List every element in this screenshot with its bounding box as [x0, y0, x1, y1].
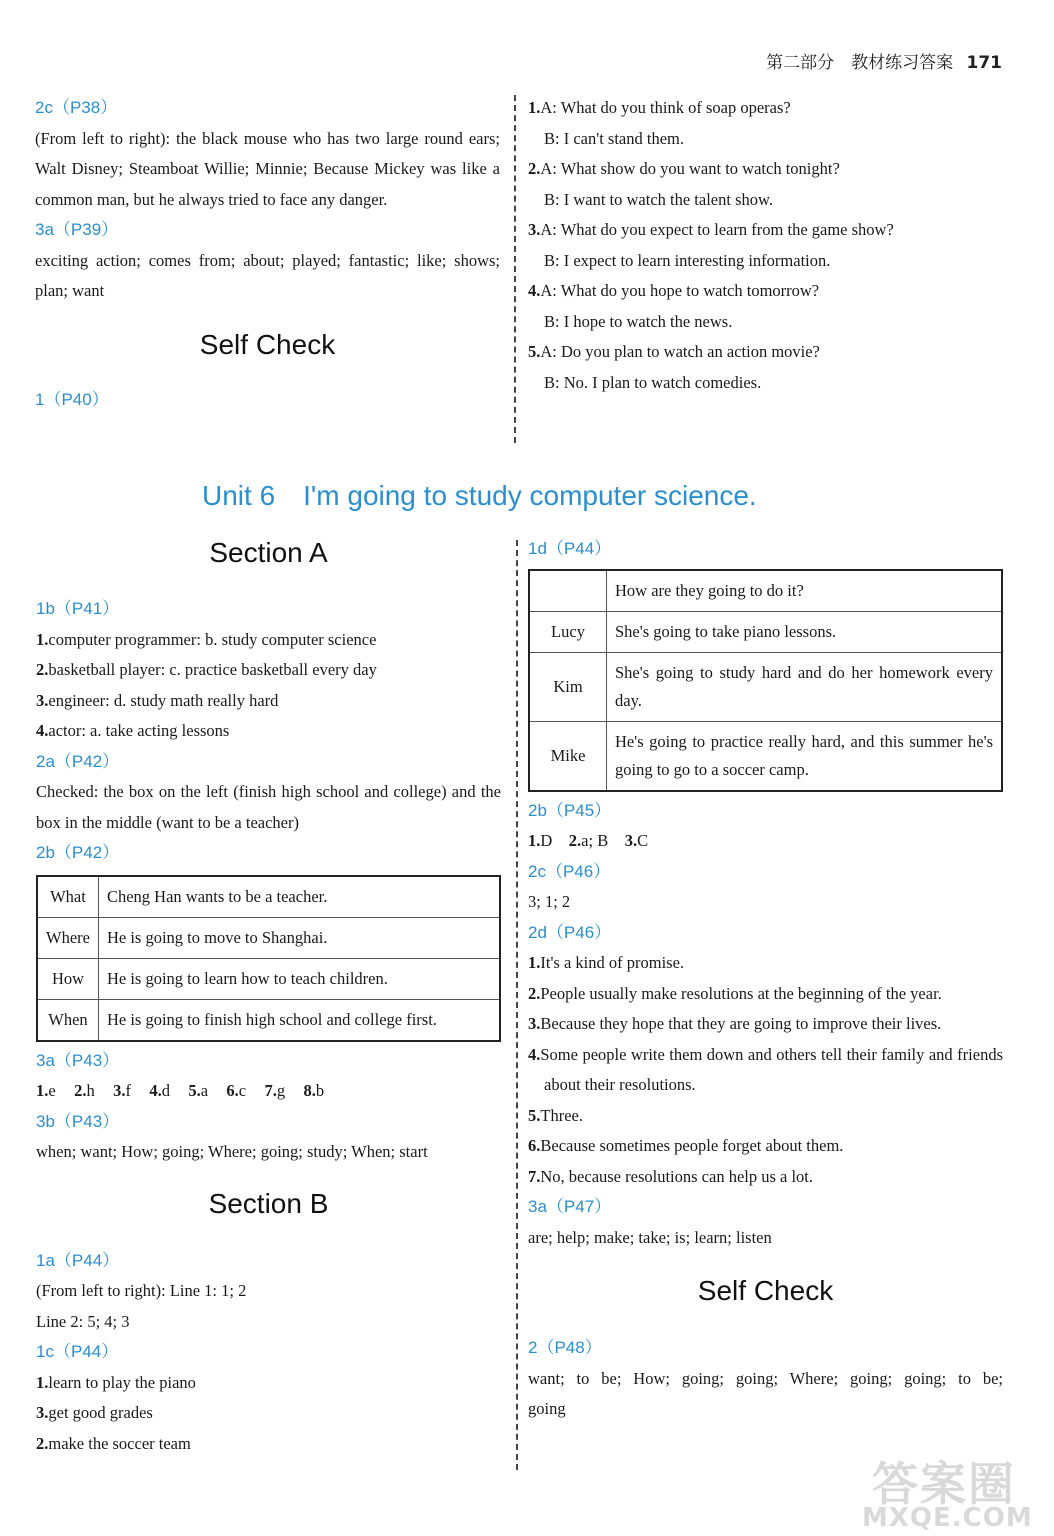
- answer-2-p48: want; to be; How; going; going; Where; going; going; to be; going: [528, 1368, 1003, 1418]
- dialog-a: A: What show do you want to watch tonight?: [540, 159, 840, 178]
- dialog-a: A: What do you hope to watch tomorrow?: [540, 281, 820, 300]
- table-row: Lucy She's going to take piano lessons.: [529, 611, 1002, 652]
- label-3a-p43: 3a（P43）: [36, 1050, 120, 1070]
- dialog-b: B: I expect to learn interesting information.: [544, 250, 831, 270]
- answer-2c-p38: (From left to right): the black mouse who has two large round ears; Walt Disney; Steamboat Willie; Minnie; Because Mickey was like a common man, but he always tried to face any danger.: [35, 128, 500, 209]
- answer-1a-line2: Line 2: 5; 4; 3: [36, 1311, 130, 1331]
- list-item: 3.get good grades: [36, 1403, 153, 1422]
- list-item: 7.No, because resolutions can help us a lot.: [528, 1166, 814, 1186]
- list-item: 2.basketball player: c. practice basketball every day: [36, 660, 377, 679]
- list-item: 1.computer programmer: b. study computer science: [36, 629, 377, 649]
- table-row: Kim She's going to study hard and do her homework every day.: [529, 652, 1002, 721]
- label-2b-p42: 2b（P42）: [36, 843, 120, 862]
- dialog-b: B: I want to watch the talent show.: [544, 189, 773, 209]
- list-item: 3.engineer: d. study math really hard: [36, 690, 279, 710]
- label-2c-p46: 2c（P46）: [528, 861, 611, 881]
- list-1c: [36, 1368, 501, 1460]
- label-2b-p45: 2b（P45）: [528, 800, 612, 820]
- column-divider-top: [514, 95, 516, 443]
- dialog-1: [528, 93, 1008, 154]
- top-right-column: [528, 93, 1008, 398]
- dialog-number: 2.: [528, 159, 541, 178]
- answer-2c-p46: 3; 1; 2: [528, 892, 571, 911]
- dialog-b: B: I hope to watch the news.: [544, 311, 733, 331]
- section-b-title: Section B: [208, 1187, 329, 1219]
- bottom-right-column: [528, 534, 1003, 1425]
- list-item: 5.Three.: [528, 1105, 583, 1125]
- label-2-p48: 2（P48）: [528, 1338, 602, 1357]
- table-row: What Cheng Han wants to be a teacher.: [37, 876, 500, 918]
- table-row: Mike He's going to practice really hard, and this summer he's going to go to a soccer camp.: [529, 721, 1002, 791]
- label-1a-p44: 1a（P44）: [36, 1250, 120, 1270]
- list-item: 2.make the soccer team: [36, 1433, 191, 1453]
- section-a-title: Section A: [209, 537, 328, 568]
- bottom-left-column: [36, 530, 501, 1459]
- answer-2a-p42: Checked: the box on the left (finish high school and college) and the box in the middle (want to be a teacher): [36, 782, 501, 832]
- list-item: 4.actor: a. take acting lessons: [36, 721, 230, 740]
- label-3a-p47: 3a（P47）: [528, 1197, 612, 1216]
- dialog-a: A: What do you expect to learn from the game show?: [540, 220, 894, 239]
- list-2d: [528, 948, 1003, 1192]
- table-1d: [528, 569, 1003, 792]
- label-2d-p46: 2d（P46）: [528, 922, 612, 942]
- dialog-3: [528, 215, 1008, 276]
- answer-3b-p43: when; want; How; going; Where; going; study; When; start: [36, 1142, 428, 1161]
- answers-3a-p43: 1.e 2.h 3.f 4.d 5.a 6.c 7.g 8.b: [36, 1081, 325, 1100]
- label-2c-p38: 2c（P38）: [35, 98, 118, 117]
- label-1d-p44: 1d（P44）: [528, 539, 612, 558]
- dialog-4: [528, 276, 1008, 337]
- watermark-url: MXQE.COM: [862, 1503, 1033, 1533]
- dialog-b: B: I can't stand them.: [544, 128, 684, 148]
- page-number: 171: [966, 53, 1002, 73]
- label-2a-p42: 2a（P42）: [36, 751, 120, 771]
- column-divider-bottom: [516, 540, 518, 1470]
- unit-title: Unit 6 I'm going to study computer science.: [202, 480, 757, 511]
- label-3b-p43: 3b（P43）: [36, 1111, 120, 1131]
- dialog-number: 1.: [528, 98, 541, 117]
- page-header: [766, 48, 1002, 73]
- answer-3a-p47: are; help; make; take; is; learn; listen: [528, 1227, 772, 1247]
- answer-1a-line1: (From left to right): Line 1: 1; 2: [36, 1281, 247, 1300]
- list-item: 4.Some people write them down and others tell their family and friends about their resolutions.: [528, 1044, 1003, 1094]
- dialog-2: [528, 154, 1008, 215]
- label-1c-p44: 1c（P44）: [36, 1342, 119, 1361]
- watermark-logo: 答案圈: [872, 1457, 1016, 1511]
- top-left-column: [35, 93, 500, 415]
- header-section-title: 第二部分 教材练习答案: [766, 53, 954, 73]
- table-row: Where He is going to move to Shanghai.: [37, 917, 500, 958]
- list-item: 2.People usually make resolutions at the beginning of the year.: [528, 983, 942, 1003]
- dialog-number: 4.: [528, 281, 541, 300]
- dialog-a: A: Do you plan to watch an action movie?: [540, 342, 820, 361]
- dialog-b: B: No. I plan to watch comedies.: [544, 372, 762, 392]
- label-1-p40: 1（P40）: [35, 389, 109, 409]
- list-item: 3.Because they hope that they are going to improve their lives.: [528, 1014, 942, 1033]
- answer-3a-p39: exciting action; comes from; about; played; fantastic; like; shows; plan; want: [35, 250, 500, 300]
- list-1b: [36, 625, 501, 747]
- table-row: How He is going to learn how to teach children.: [37, 958, 500, 999]
- answers-2b-p45: 1.D 2.a; B 3.C: [528, 831, 649, 850]
- table-2b: [36, 875, 501, 1042]
- self-check-title-top: Self Check: [199, 328, 336, 360]
- label-1b-p41: 1b（P41）: [36, 599, 120, 618]
- list-item: 1.It's a kind of promise.: [528, 953, 685, 972]
- table-row: How are they going to do it?: [529, 570, 1002, 612]
- list-item: 1.learn to play the piano: [36, 1372, 196, 1392]
- self-check-title-bottom: Self Check: [697, 1275, 834, 1306]
- dialog-number: 5.: [528, 342, 541, 361]
- dialog-number: 3.: [528, 220, 541, 239]
- list-item: 6.Because sometimes people forget about them.: [528, 1136, 844, 1155]
- dialog-a: A: What do you think of soap operas?: [540, 98, 791, 117]
- table-row: When He is going to finish high school and college first.: [37, 999, 500, 1041]
- label-3a-p39: 3a（P39）: [35, 220, 119, 239]
- dialog-5: [528, 337, 1008, 398]
